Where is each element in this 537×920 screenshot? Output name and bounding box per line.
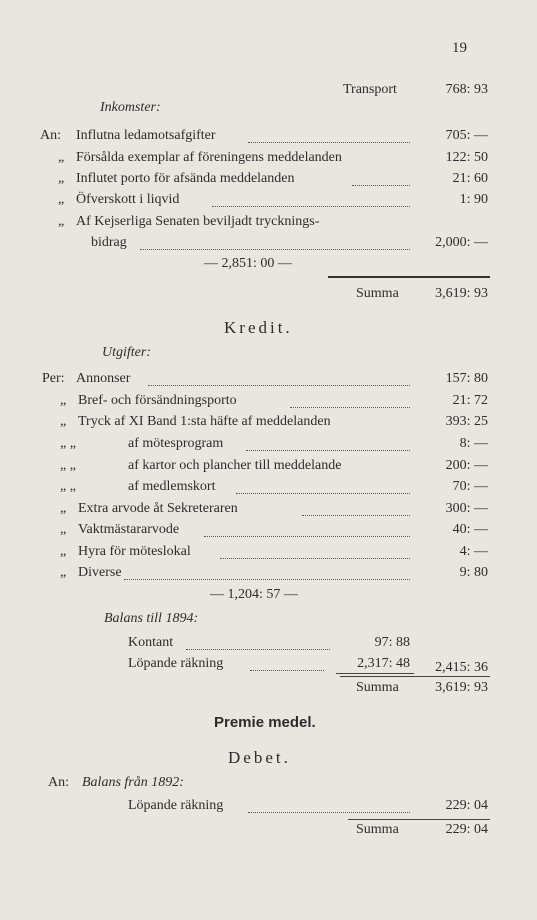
inkomster-prefix: An: <box>40 128 61 143</box>
kred-label-9: Hyra för möteslokal <box>78 544 191 559</box>
kredit-prefix: Per: <box>42 371 65 386</box>
page-number: 19 <box>452 40 467 56</box>
kred-label-3: Tryck af XI Band 1:sta häfte af meddelanden <box>78 414 331 429</box>
summa-amount: 3,619: 93 <box>435 680 488 695</box>
balans-amount-1: 97: 88 <box>374 635 410 650</box>
ink-amount-3: 21: 60 <box>452 171 488 186</box>
summa-label: Summa <box>356 822 399 837</box>
ditto-mark: „ „ <box>60 436 76 451</box>
utgifter-heading: Utgifter: <box>102 345 151 360</box>
ditto-mark: „ „ <box>60 479 76 494</box>
kred-label-8: Vaktmästararvode <box>78 522 180 537</box>
kred-amount-6: 70: — <box>452 479 488 494</box>
ditto-mark: „ <box>58 150 65 165</box>
premie-prefix: An: <box>48 775 69 790</box>
kred-amount-10: 9: 80 <box>459 565 488 580</box>
ink-label-1: Influtna ledamotsafgifter <box>76 128 216 143</box>
transport-amount: 768: 93 <box>445 82 488 97</box>
kredit-heading: Kredit. <box>224 318 293 337</box>
balans-label-2: Löpande räkning <box>128 656 224 671</box>
ditto-mark: „ <box>60 414 67 429</box>
kred-amount-2: 21: 72 <box>452 393 488 408</box>
balans-heading: Balans till 1894: <box>104 611 199 626</box>
kredit-subtotal: — 1,204: 57 — <box>210 587 298 602</box>
ditto-mark: „ „ <box>60 458 76 473</box>
summa-amount: 229: 04 <box>445 822 488 837</box>
kred-amount-4: 8: — <box>459 436 488 451</box>
ditto-mark: „ <box>60 565 67 580</box>
balans-from: Balans från 1892: <box>82 775 184 790</box>
summa-label: Summa <box>356 680 399 695</box>
summa-amount: 3,619: 93 <box>435 286 488 301</box>
ink-label-5b: bidrag <box>91 235 127 250</box>
ditto-mark: „ <box>58 214 65 229</box>
premie-item-amount: 229: 04 <box>445 798 488 813</box>
kred-label-6: af medlemskort <box>128 479 216 494</box>
ink-label-3: Influtet porto för afsända meddelanden <box>76 171 295 186</box>
ink-label-4: Öfverskott i liqvid <box>76 192 180 207</box>
ditto-mark: „ <box>60 544 67 559</box>
premie-heading: Premie medel. <box>214 714 316 731</box>
kred-label-7: Extra arvode åt Sekreteraren <box>78 501 238 516</box>
kred-label-2: Bref- och försändningsporto <box>78 393 237 408</box>
ink-amount-5: 2,000: — <box>435 235 488 250</box>
summa-rule <box>340 676 490 677</box>
kred-amount-9: 4: — <box>459 544 488 559</box>
ditto-mark: „ <box>60 393 67 408</box>
balans-label-1: Kontant <box>128 635 174 650</box>
kred-amount-8: 40: — <box>452 522 488 537</box>
ditto-mark: „ <box>58 192 65 207</box>
summa-label: Summa <box>356 286 399 301</box>
premie-item-label: Löpande räkning <box>128 798 224 813</box>
kred-amount-3: 393: 25 <box>445 414 488 429</box>
ink-amount-4: 1: 90 <box>459 192 488 207</box>
ditto-mark: „ <box>60 522 67 537</box>
balans-total: 2,415: 36 <box>435 660 488 675</box>
ink-amount-1: 705: — <box>445 128 488 143</box>
transport-label: Transport <box>343 82 397 97</box>
ink-label-5: Af Kejserliga Senaten beviljadt trycknings- <box>76 214 320 229</box>
kred-label-5: af kartor och plancher till meddelande <box>128 458 342 473</box>
balans-amount-2: 2,317: 48 <box>357 656 410 671</box>
inkomster-subtotal: — 2,851: 00 — <box>204 256 292 271</box>
ink-amount-2: 122: 50 <box>445 150 488 165</box>
ditto-mark: „ <box>58 171 65 186</box>
inkomster-heading: Inkomster: <box>100 100 161 115</box>
kred-amount-5: 200: — <box>445 458 488 473</box>
summa-rule <box>328 276 490 278</box>
ditto-mark: „ <box>60 501 67 516</box>
kred-label-1: Annonser <box>76 371 131 386</box>
kred-amount-7: 300: — <box>445 501 488 516</box>
ink-label-2: Försålda exemplar af föreningens meddelanden <box>76 150 342 165</box>
kred-amount-1: 157: 80 <box>445 371 488 386</box>
kred-label-10: Diverse <box>78 565 122 580</box>
debet-heading: Debet. <box>228 748 291 767</box>
kred-label-4: af mötesprogram <box>128 436 224 451</box>
summa-rule <box>348 819 490 820</box>
